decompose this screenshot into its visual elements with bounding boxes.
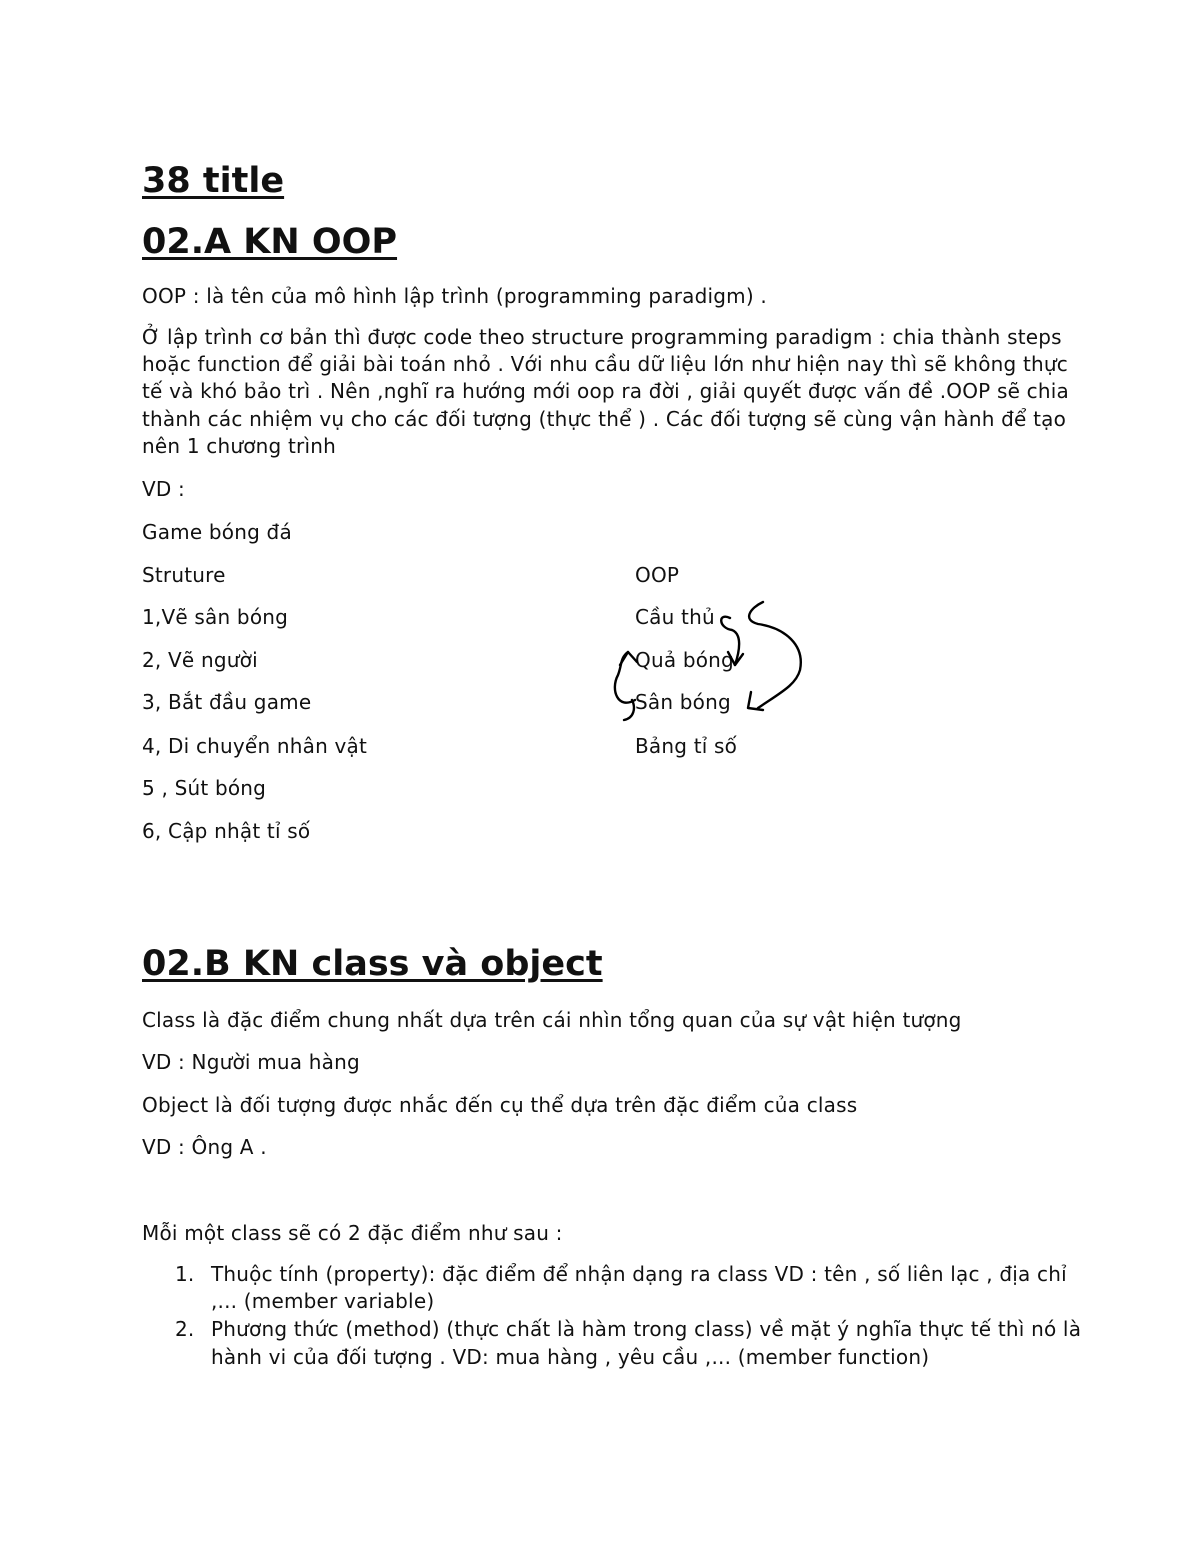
object-definition: Object là đối tượng được nhắc đến cụ thể dựa trên đặc điểm của class — [142, 1093, 858, 1117]
structure-step: 6, Cập nhật tỉ số — [142, 819, 311, 843]
structure-step: 3, Bắt đầu game — [142, 690, 312, 714]
oop-object: Bảng tỉ số — [635, 734, 738, 758]
list-item-number: 1. — [175, 1262, 195, 1286]
example-label: VD : — [142, 477, 185, 501]
arrow-stroke-left — [615, 652, 635, 703]
oop-object: Sân bóng — [635, 690, 731, 714]
oop-paragraph: Ở lập trình cơ bản thì được code theo structure programming paradigm : chia thành steps hoặc function để giải bài toán nhỏ . Với nhu cầu dữ liệu lớn như hiện nay thì sẽ không thực tế và khó bảo trì . Nên ,nghĩ ra hướng mới oop ra đời , giải quyết được vấn đề .OOP sẽ chia thành các nhiệm vụ cho các đối tượng (thực thể ) . Các đối tượng sẽ cùng vận hành để tạo nên 1 chương trình — [142, 325, 1069, 458]
features-intro: Mỗi một class sẽ có 2 đặc điểm như sau : — [142, 1221, 563, 1245]
section-b-title: 02.B KN class và object — [142, 944, 603, 984]
class-example: VD : Người mua hàng — [142, 1050, 360, 1074]
list-item — [142, 1261, 1082, 1315]
structure-step: 1,Vẽ sân bóng — [142, 605, 289, 629]
structure-step: 4, Di chuyển nhân vật — [142, 734, 368, 758]
structure-step: 5 , Sút bóng — [142, 776, 267, 800]
section-a-title: 02.A KN OOP — [142, 222, 398, 262]
arrowhead-inner — [728, 652, 743, 665]
oop-object: Cầu thủ — [635, 605, 715, 629]
list-item-text: Phương thức (method) (thực chất là hàm trong class) về mặt ý nghĩa thực tế thì nó là hành vi của đối tượng . VD: mua hàng , yêu cầu ,... (member function) — [211, 1317, 1082, 1369]
structure-step: 2, Vẽ người — [142, 648, 258, 672]
list-item — [142, 1316, 1082, 1370]
oop-object: Quả bóng — [635, 648, 734, 672]
arrow-stroke-outer — [749, 602, 801, 708]
oop-definition: OOP : là tên của mô hình lập trình (programming paradigm) . — [142, 284, 767, 308]
class-definition: Class là đặc điểm chung nhất dựa trên cái nhìn tổng quan của sự vật hiện tượng — [142, 1008, 962, 1032]
list-item-number: 2. — [175, 1317, 195, 1342]
structure-column-header: Struture — [142, 563, 226, 587]
features-list — [142, 1261, 1082, 1372]
list-item-text: Thuộc tính (property): đặc điểm để nhận dạng ra class VD : tên , số liên lạc , địa chỉ ,... (member variable) — [211, 1262, 1067, 1314]
example-title: Game bóng đá — [142, 520, 292, 544]
oop-column-header: OOP — [635, 563, 680, 587]
object-example: VD : Ông A . — [142, 1135, 267, 1159]
handwritten-arrows-drawing — [600, 590, 820, 740]
main-heading: 38 title — [142, 161, 285, 201]
